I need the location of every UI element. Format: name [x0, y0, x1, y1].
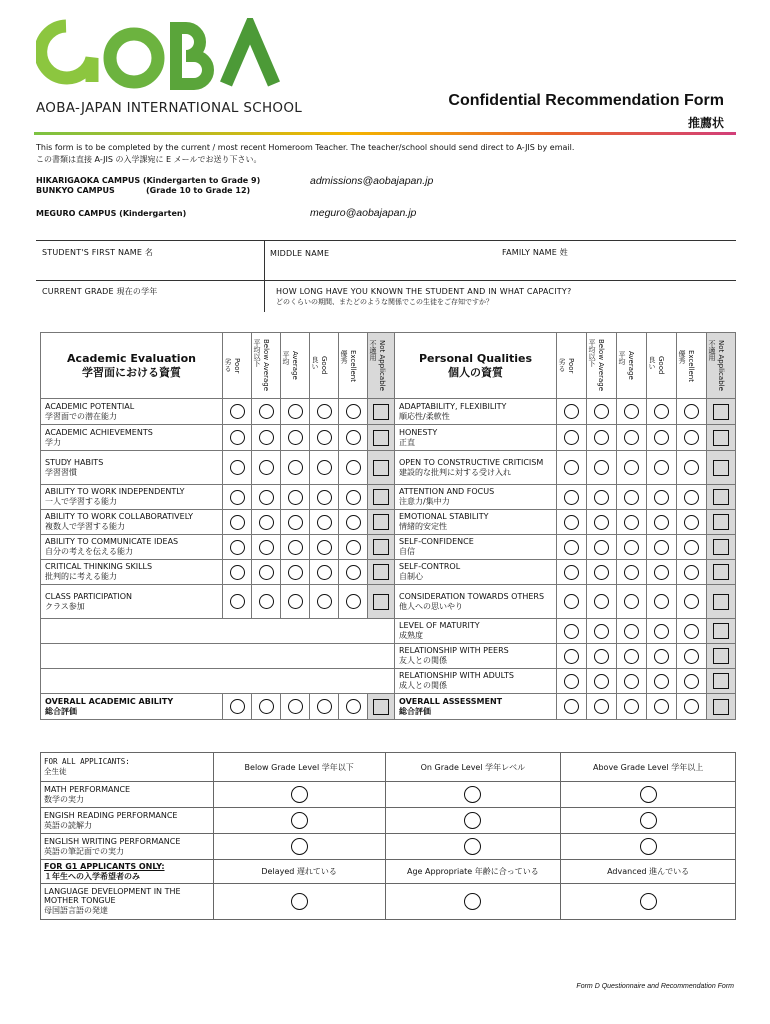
personal-rating-radio[interactable]: [624, 404, 639, 419]
radio-button[interactable]: [464, 893, 481, 910]
row-label: CLASS PARTICIPATION: [45, 591, 133, 601]
personal-rating-radio[interactable]: [564, 404, 579, 419]
academic-title: Academic Evaluation: [67, 351, 196, 365]
intro-jp: この書類は直接 A-JIS の入学課宛に E メールでお送り下さい。: [36, 155, 262, 164]
table-row: [41, 834, 736, 860]
email-admissions[interactable]: admissions@aobajapan.jp: [310, 175, 434, 187]
grade-level-table: [40, 752, 736, 920]
row-label: SELF-CONTROL: [399, 562, 461, 571]
row-label-jp: 自制心: [399, 572, 423, 581]
rating-poor: Poor 劣る: [558, 357, 575, 374]
rating-excellent: Excellent 優秀: [678, 349, 695, 382]
table-row: [41, 560, 736, 585]
academic-rating-radio[interactable]: [230, 460, 245, 475]
personal-rating-radio[interactable]: [654, 624, 669, 639]
family-name-label: FAMILY NAME 姓: [502, 248, 568, 257]
row-label: ABILITY TO WORK COLLABORATIVELY: [45, 512, 193, 521]
academic-header: [41, 333, 223, 399]
row-label: RELATIONSHIP WITH ADULTS: [399, 671, 514, 680]
personal-overall-rating-radio[interactable]: [624, 699, 639, 714]
academic-rating-radio[interactable]: [230, 540, 245, 555]
academic-rating-radio[interactable]: [346, 540, 361, 555]
personal-rating-radio[interactable]: [624, 430, 639, 445]
personal-rating-radio[interactable]: [654, 649, 669, 664]
rating-average: Average 平均: [282, 351, 299, 380]
row-label-jp: 友人との関係: [399, 656, 447, 665]
personal-rating-radio[interactable]: [654, 565, 669, 580]
academic-na-checkbox[interactable]: [373, 404, 389, 420]
personal-rating-radio[interactable]: [684, 624, 699, 639]
how-long-label-jp: どのくらいの期間、またどのような関係でこの生徒をご存知ですか？: [276, 298, 493, 306]
how-long-label: HOW LONG HAVE YOU KNOWN THE STUDENT AND IN WHAT CAPACITY?: [276, 287, 572, 296]
table-row: [41, 644, 736, 669]
personal-rating-radio[interactable]: [624, 594, 639, 609]
table-row: [41, 535, 736, 560]
academic-rating-radio[interactable]: [230, 594, 245, 609]
row-label-jp: 英語の読解力: [44, 820, 92, 830]
academic-na-checkbox[interactable]: [373, 564, 389, 580]
row-label: MATH PERFORMANCE: [44, 784, 131, 794]
academic-overall-rating-radio[interactable]: [346, 699, 361, 714]
academic-rating-radio[interactable]: [288, 490, 303, 505]
personal-rating-radio[interactable]: [594, 565, 609, 580]
personal-rating-radio[interactable]: [684, 565, 699, 580]
academic-rating-radio[interactable]: [230, 490, 245, 505]
campus-bunkyo: BUNKYO CAMPUS: [36, 186, 115, 195]
overall-row: [41, 694, 736, 720]
personal-rating-radio[interactable]: [684, 404, 699, 419]
personal-rating-radio[interactable]: [624, 565, 639, 580]
row-label: EMOTIONAL STABILITY: [399, 512, 489, 521]
personal-na-checkbox[interactable]: [713, 594, 729, 610]
academic-na-checkbox[interactable]: [373, 594, 389, 610]
personal-rating-radio[interactable]: [594, 404, 609, 419]
academic-rating-radio[interactable]: [346, 515, 361, 530]
personal-rating-radio[interactable]: [624, 460, 639, 475]
g1-header-row: [41, 860, 736, 884]
personal-na-checkbox[interactable]: [713, 404, 729, 420]
academic-rating-radio[interactable]: [259, 540, 274, 555]
personal-rating-radio[interactable]: [654, 515, 669, 530]
first-name-label: STUDENT'S FIRST NAME 名: [42, 248, 154, 257]
email-meguro[interactable]: meguro@aobajapan.jp: [310, 207, 417, 219]
school-name: AOBA-JAPAN INTERNATIONAL SCHOOL: [36, 100, 303, 116]
divider: [36, 280, 736, 281]
academic-rating-radio[interactable]: [230, 515, 245, 530]
academic-title-jp: 学習面における資質: [82, 365, 181, 379]
personal-rating-radio[interactable]: [594, 649, 609, 664]
row-label-jp: 他人への思いやり: [399, 601, 463, 611]
row-label-jp: 順応性/柔軟性: [399, 411, 450, 421]
aoba-logo: [36, 18, 296, 90]
academic-rating-radio[interactable]: [230, 404, 245, 419]
personal-rating-radio[interactable]: [684, 674, 699, 689]
personal-title: Personal Qualities: [418, 351, 533, 365]
personal-overall-na-checkbox[interactable]: [713, 699, 729, 715]
academic-rating-radio[interactable]: [346, 404, 361, 419]
personal-overall-rating-radio[interactable]: [654, 699, 669, 714]
row-label: LEVEL OF MATURITY: [399, 621, 480, 630]
g1-label-jp: １年生への入学希望者のみ: [44, 871, 140, 881]
personal-rating-radio[interactable]: [594, 430, 609, 445]
row-label: STUDY HABITS: [45, 457, 104, 467]
academic-rating-radio[interactable]: [346, 594, 361, 609]
personal-rating-radio[interactable]: [564, 430, 579, 445]
row-label-jp: 建設的な批判に対する受け入れ: [399, 467, 511, 477]
row-label: RELATIONSHIP WITH PEERS: [399, 646, 509, 655]
personal-rating-radio[interactable]: [564, 565, 579, 580]
personal-rating-radio[interactable]: [684, 649, 699, 664]
academic-rating-radio[interactable]: [317, 460, 332, 475]
personal-rating-radio[interactable]: [564, 460, 579, 475]
radio-button[interactable]: [464, 786, 481, 803]
academic-rating-radio[interactable]: [288, 430, 303, 445]
form-title: Confidential Recommendation Form: [448, 92, 724, 109]
personal-na-checkbox[interactable]: [713, 673, 729, 689]
personal-rating-radio[interactable]: [594, 624, 609, 639]
overall-assessment-label: OVERALL ASSESSMENT: [399, 696, 503, 706]
row-label-jp: 注意力/集中力: [399, 497, 450, 506]
row-label-jp: 一人で学習する能力: [45, 497, 117, 506]
academic-rating-radio[interactable]: [346, 430, 361, 445]
academic-rating-radio[interactable]: [230, 565, 245, 580]
personal-rating-radio[interactable]: [624, 674, 639, 689]
personal-rating-radio[interactable]: [564, 649, 579, 664]
personal-rating-radio[interactable]: [594, 674, 609, 689]
personal-rating-radio[interactable]: [624, 624, 639, 639]
personal-rating-radio[interactable]: [594, 460, 609, 475]
academic-rating-radio[interactable]: [346, 490, 361, 505]
row-label: ENGLISH WRITING PERFORMANCE: [44, 836, 181, 846]
divider: [264, 240, 265, 312]
row-label-jp: 自信: [399, 547, 415, 556]
rating-good: Good 良い: [311, 356, 328, 375]
rating-poor: Poor 劣る: [224, 357, 241, 374]
academic-rating-radio[interactable]: [317, 430, 332, 445]
advanced-col: Advanced 進んでいる: [561, 860, 736, 884]
table-row: [41, 782, 736, 808]
row-label-jp: 情緒的安定性: [399, 522, 447, 531]
row-label: ACADEMIC ACHIEVEMENTS: [45, 427, 153, 437]
table-row: [41, 485, 736, 510]
form-title-jp: 推薦状: [687, 116, 724, 130]
radio-button[interactable]: [640, 893, 657, 910]
rating-good: Good 良い: [648, 356, 665, 375]
table-row: [41, 425, 736, 451]
academic-na-checkbox[interactable]: [373, 489, 389, 505]
row-label: OPEN TO CONSTRUCTIVE CRITICISM: [399, 457, 544, 467]
personal-rating-radio[interactable]: [654, 490, 669, 505]
personal-rating-radio[interactable]: [684, 430, 699, 445]
row-label: SELF-CONFIDENCE: [399, 537, 474, 546]
campus-meguro: MEGURO CAMPUS (Kindergarten): [36, 209, 187, 218]
overall-academic-label: OVERALL ACADEMIC ABILITY: [45, 696, 174, 706]
row-label: ADAPTABILITY, FLEXIBILITY: [399, 401, 507, 411]
campus-hikarigaoka: HIKARIGAOKA CAMPUS (Kindergarten to Grade 9): [36, 176, 261, 185]
radio-button[interactable]: [291, 786, 308, 803]
campus-bunkyo-grades: (Grade 10 to Grade 12): [146, 186, 251, 195]
personal-rating-radio[interactable]: [684, 540, 699, 555]
delayed-col: Delayed 遅れている: [213, 860, 385, 884]
academic-rating-radio[interactable]: [317, 490, 332, 505]
row-label-jp: 英語の筆記面での実力: [44, 846, 124, 856]
academic-rating-radio[interactable]: [288, 515, 303, 530]
personal-na-checkbox[interactable]: [713, 564, 729, 580]
academic-overall-rating-radio[interactable]: [259, 699, 274, 714]
below-grade-level-col: Below Grade Level 学年以下: [213, 753, 385, 782]
personal-rating-radio[interactable]: [564, 540, 579, 555]
personal-na-checkbox[interactable]: [713, 489, 729, 505]
personal-rating-radio[interactable]: [594, 594, 609, 609]
row-label: ABILITY TO WORK INDEPENDENTLY: [45, 487, 185, 496]
table-row: [41, 619, 736, 644]
personal-na-checkbox[interactable]: [713, 430, 729, 446]
row-label-jp: 複数人で学習する能力: [45, 522, 125, 531]
academic-overall-na-checkbox[interactable]: [373, 699, 389, 715]
personal-rating-radio[interactable]: [564, 490, 579, 505]
academic-rating-radio[interactable]: [317, 404, 332, 419]
academic-rating-radio[interactable]: [317, 594, 332, 609]
radio-button[interactable]: [640, 786, 657, 803]
table-row: [41, 399, 736, 425]
table-row: [41, 669, 736, 694]
radio-button[interactable]: [291, 812, 308, 829]
personal-na-checkbox[interactable]: [713, 648, 729, 664]
academic-overall-rating-radio[interactable]: [317, 699, 332, 714]
personal-rating-radio[interactable]: [684, 460, 699, 475]
personal-rating-radio[interactable]: [654, 594, 669, 609]
personal-rating-radio[interactable]: [684, 515, 699, 530]
intro-en: This form is to be completed by the current / most recent Homeroom Teacher. The teacher/school should send direct to A-JIS by email.: [36, 143, 575, 152]
row-label-jp: 成人との関係: [399, 681, 447, 690]
row-label: CONSIDERATION TOWARDS OTHERS: [399, 591, 545, 601]
radio-button[interactable]: [640, 838, 657, 855]
academic-na-checkbox[interactable]: [373, 460, 389, 476]
rating-below-average: Below Average 平均以下: [588, 339, 605, 392]
personal-rating-radio[interactable]: [564, 624, 579, 639]
row-label-jp: 数学の実力: [44, 794, 84, 804]
personal-rating-radio[interactable]: [684, 594, 699, 609]
row-label-jp: 成熟度: [399, 631, 423, 640]
middle-name-label: MIDDLE NAME: [270, 249, 330, 258]
academic-rating-radio[interactable]: [288, 404, 303, 419]
personal-overall-rating-radio[interactable]: [684, 699, 699, 714]
row-label: ACADEMIC POTENTIAL: [45, 401, 135, 411]
radio-button[interactable]: [291, 838, 308, 855]
academic-rating-radio[interactable]: [288, 540, 303, 555]
table-row: [41, 451, 736, 485]
overall-academic-label-jp: 総合評価: [45, 706, 77, 716]
personal-overall-rating-radio[interactable]: [564, 699, 579, 714]
personal-rating-radio[interactable]: [654, 540, 669, 555]
academic-rating-radio[interactable]: [259, 565, 274, 580]
table-row: [41, 808, 736, 834]
personal-title-jp: 個人の資質: [448, 365, 503, 379]
personal-rating-radio[interactable]: [594, 540, 609, 555]
row-label-jp: 正直: [399, 437, 415, 447]
personal-na-checkbox[interactable]: [713, 539, 729, 555]
personal-rating-radio[interactable]: [564, 515, 579, 530]
academic-na-checkbox[interactable]: [373, 430, 389, 446]
row-label-jp: 母国語言語の発達: [44, 906, 108, 915]
radio-button[interactable]: [464, 838, 481, 855]
academic-rating-radio[interactable]: [230, 430, 245, 445]
above-grade-level-col: Above Grade Level 学年以上: [561, 753, 736, 782]
academic-na-checkbox[interactable]: [373, 539, 389, 555]
personal-rating-radio[interactable]: [654, 460, 669, 475]
evaluation-header-row: [41, 333, 736, 399]
rating-not-applicable: Not Applicable 不適用: [708, 340, 725, 391]
academic-rating-radio[interactable]: [259, 404, 274, 419]
personal-header: [395, 333, 557, 399]
academic-rating-radio[interactable]: [259, 490, 274, 505]
brand-stripe: [34, 132, 736, 135]
personal-rating-radio[interactable]: [654, 430, 669, 445]
personal-rating-radio[interactable]: [624, 490, 639, 505]
table-row: [41, 510, 736, 535]
all-applicants-label: FOR ALL APPLICANTS:: [44, 757, 130, 766]
personal-rating-radio[interactable]: [654, 404, 669, 419]
personal-na-checkbox[interactable]: [713, 623, 729, 639]
academic-na-checkbox[interactable]: [373, 514, 389, 530]
table-row: [41, 884, 736, 920]
row-label-jp: 学力: [45, 437, 61, 447]
personal-rating-radio[interactable]: [564, 674, 579, 689]
personal-rating-radio[interactable]: [594, 490, 609, 505]
academic-rating-radio[interactable]: [259, 460, 274, 475]
row-label: CRITICAL THINKING SKILLS: [45, 562, 153, 571]
rating-excellent: Excellent 優秀: [340, 349, 357, 382]
all-applicants-label-jp: 全生徒: [44, 767, 67, 776]
g1-label: FOR G1 APPLICANTS ONLY:: [44, 861, 165, 871]
row-label: ATTENTION AND FOCUS: [399, 487, 495, 496]
academic-rating-radio[interactable]: [259, 594, 274, 609]
academic-rating-radio[interactable]: [346, 565, 361, 580]
radio-button[interactable]: [640, 812, 657, 829]
personal-overall-rating-radio[interactable]: [594, 699, 609, 714]
academic-rating-radio[interactable]: [259, 430, 274, 445]
personal-rating-radio[interactable]: [684, 490, 699, 505]
row-label: ABILITY TO COMMUNICATE IDEAS: [45, 537, 179, 546]
row-label: LANGUAGE DEVELOPMENT IN THE MOTHER TONGUE: [44, 887, 181, 905]
row-label-jp: 批判的に考える能力: [45, 572, 117, 581]
radio-button[interactable]: [464, 812, 481, 829]
on-grade-level-col: On Grade Level 学年レベル: [385, 753, 561, 782]
academic-rating-radio[interactable]: [317, 515, 332, 530]
grade-label: CURRENT GRADE 現在の学年: [42, 287, 158, 296]
personal-rating-radio[interactable]: [564, 594, 579, 609]
personal-rating-radio[interactable]: [594, 515, 609, 530]
overall-assessment-label-jp: 総合評価: [399, 706, 431, 716]
divider: [36, 240, 736, 241]
academic-rating-radio[interactable]: [317, 565, 332, 580]
rating-average: Average 平均: [618, 351, 635, 380]
table-row: [41, 585, 736, 619]
academic-rating-radio[interactable]: [317, 540, 332, 555]
academic-rating-radio[interactable]: [346, 460, 361, 475]
row-label-jp: 学習習慣: [45, 467, 77, 477]
personal-rating-radio[interactable]: [654, 674, 669, 689]
rating-below-average: Below Average 平均以下: [253, 339, 270, 392]
personal-rating-radio[interactable]: [624, 649, 639, 664]
personal-rating-radio[interactable]: [624, 540, 639, 555]
academic-overall-rating-radio[interactable]: [230, 699, 245, 714]
academic-rating-radio[interactable]: [259, 515, 274, 530]
row-label: HONESTY: [399, 427, 438, 437]
row-label-jp: 学習面での潜在能力: [45, 411, 117, 421]
personal-na-checkbox[interactable]: [713, 460, 729, 476]
age-appropriate-col: Age Appropriate 年齢に合っている: [385, 860, 561, 884]
row-label-jp: 自分の考えを伝える能力: [45, 547, 133, 556]
footer-text: Form D Questionnaire and Recommendation Form: [576, 983, 734, 990]
personal-rating-radio[interactable]: [624, 515, 639, 530]
row-label-jp: クラス参加: [45, 601, 85, 611]
personal-na-checkbox[interactable]: [713, 514, 729, 530]
rating-not-applicable: Not Applicable 不適用: [369, 340, 386, 391]
grade-level-header-row: [41, 753, 736, 782]
academic-rating-radio[interactable]: [288, 594, 303, 609]
academic-rating-radio[interactable]: [288, 460, 303, 475]
academic-rating-radio[interactable]: [288, 565, 303, 580]
evaluation-table: [40, 332, 736, 720]
academic-overall-rating-radio[interactable]: [288, 699, 303, 714]
radio-button[interactable]: [291, 893, 308, 910]
row-label: ENGISH READING PERFORMANCE: [44, 810, 178, 820]
